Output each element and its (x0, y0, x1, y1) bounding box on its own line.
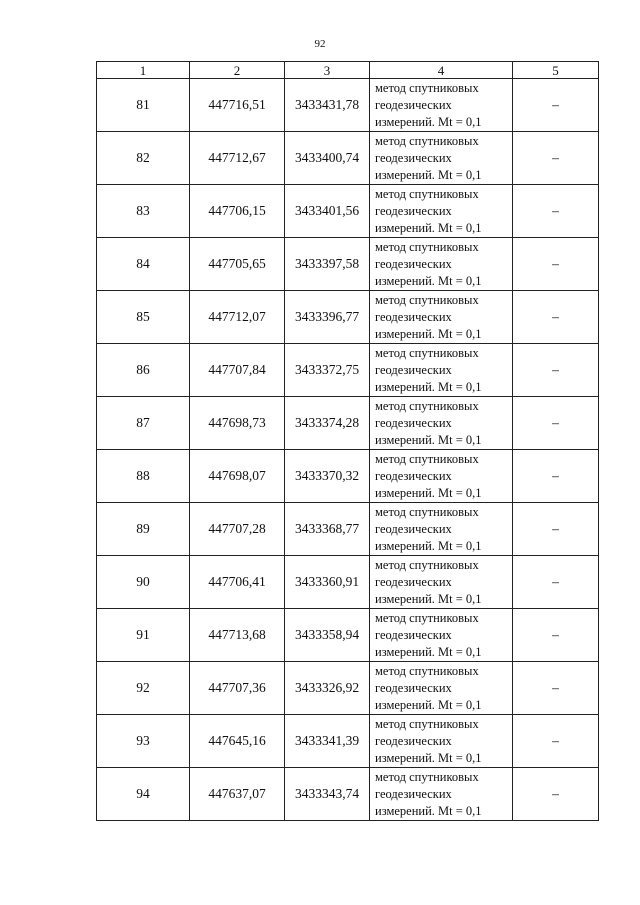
note-cell: – (513, 450, 599, 503)
method-text-line: измерений. Mt = 0,1 (375, 591, 482, 606)
coordinates-table (96, 61, 599, 821)
method-text-line: измерений. Mt = 0,1 (375, 220, 482, 235)
method-text-line: измерений. Mt = 0,1 (375, 644, 482, 659)
point-number-cell: 93 (97, 715, 190, 768)
method-text-line: метод спутниковых (375, 716, 479, 731)
method-text-line: геодезических (375, 203, 452, 218)
table-row (97, 185, 599, 238)
method-cell (370, 344, 513, 397)
method-text-line: метод спутниковых (375, 398, 479, 413)
coordinate-y-cell: 3433401,56 (285, 185, 370, 238)
method-text-line: геодезических (375, 574, 452, 589)
table-row (97, 768, 599, 821)
point-number-cell: 89 (97, 503, 190, 556)
coordinate-x-cell: 447707,28 (190, 503, 285, 556)
column-header-5: 5 (513, 62, 599, 79)
method-cell (370, 79, 513, 132)
method-text-line: геодезических (375, 97, 452, 112)
coordinate-y-cell: 3433372,75 (285, 344, 370, 397)
method-cell (370, 503, 513, 556)
table-row (97, 503, 599, 556)
point-number-cell: 88 (97, 450, 190, 503)
column-header-3: 3 (285, 62, 370, 79)
coordinate-x-cell: 447637,07 (190, 768, 285, 821)
point-number-cell: 91 (97, 609, 190, 662)
coordinate-y-cell: 3433397,58 (285, 238, 370, 291)
method-cell (370, 132, 513, 185)
method-text-line: геодезических (375, 786, 452, 801)
column-header-1: 1 (97, 62, 190, 79)
table-row (97, 291, 599, 344)
method-text-line: геодезических (375, 415, 452, 430)
method-text-line: измерений. Mt = 0,1 (375, 114, 482, 129)
coordinate-y-cell: 3433370,32 (285, 450, 370, 503)
table-row (97, 397, 599, 450)
table-row (97, 662, 599, 715)
note-cell: – (513, 556, 599, 609)
table-row (97, 344, 599, 397)
method-text-line: метод спутниковых (375, 663, 479, 678)
method-text-line: измерений. Mt = 0,1 (375, 750, 482, 765)
method-text-line: измерений. Mt = 0,1 (375, 326, 482, 341)
method-text-line: измерений. Mt = 0,1 (375, 273, 482, 288)
method-text-line: геодезических (375, 150, 452, 165)
table-header-row (97, 62, 599, 79)
coordinate-x-cell: 447707,84 (190, 344, 285, 397)
method-text-line: метод спутниковых (375, 186, 479, 201)
coordinate-x-cell: 447645,16 (190, 715, 285, 768)
method-text-line: геодезических (375, 362, 452, 377)
coordinate-x-cell: 447706,41 (190, 556, 285, 609)
coordinate-y-cell: 3433358,94 (285, 609, 370, 662)
coordinate-y-cell: 3433360,91 (285, 556, 370, 609)
note-cell: – (513, 79, 599, 132)
coordinate-x-cell: 447716,51 (190, 79, 285, 132)
method-text-line: метод спутниковых (375, 769, 479, 784)
method-cell (370, 556, 513, 609)
method-text-line: метод спутниковых (375, 292, 479, 307)
point-number-cell: 82 (97, 132, 190, 185)
table-row (97, 450, 599, 503)
coordinate-y-cell: 3433396,77 (285, 291, 370, 344)
table-row (97, 79, 599, 132)
table-body (97, 79, 599, 821)
coordinate-y-cell: 3433341,39 (285, 715, 370, 768)
note-cell: – (513, 609, 599, 662)
note-cell: – (513, 291, 599, 344)
note-cell: – (513, 132, 599, 185)
method-cell (370, 450, 513, 503)
coordinate-x-cell: 447707,36 (190, 662, 285, 715)
method-text-line: измерений. Mt = 0,1 (375, 538, 482, 553)
method-text-line: метод спутниковых (375, 239, 479, 254)
coordinate-y-cell: 3433400,74 (285, 132, 370, 185)
note-cell: – (513, 185, 599, 238)
point-number-cell: 87 (97, 397, 190, 450)
method-cell (370, 291, 513, 344)
coordinate-x-cell: 447712,07 (190, 291, 285, 344)
page-number: 92 (314, 38, 326, 50)
coordinate-x-cell: 447698,07 (190, 450, 285, 503)
method-cell (370, 662, 513, 715)
method-text-line: геодезических (375, 733, 452, 748)
coordinate-y-cell: 3433368,77 (285, 503, 370, 556)
method-text-line: измерений. Mt = 0,1 (375, 803, 482, 818)
table-row (97, 132, 599, 185)
coordinate-y-cell: 3433374,28 (285, 397, 370, 450)
method-text-line: измерений. Mt = 0,1 (375, 432, 482, 447)
table-row (97, 556, 599, 609)
method-cell (370, 397, 513, 450)
method-text-line: измерений. Mt = 0,1 (375, 167, 482, 182)
coordinate-y-cell: 3433326,92 (285, 662, 370, 715)
point-number-cell: 81 (97, 79, 190, 132)
method-text-line: измерений. Mt = 0,1 (375, 379, 482, 394)
method-text-line: геодезических (375, 256, 452, 271)
method-cell (370, 238, 513, 291)
method-cell (370, 185, 513, 238)
method-cell (370, 609, 513, 662)
method-text-line: геодезических (375, 468, 452, 483)
point-number-cell: 92 (97, 662, 190, 715)
coordinate-y-cell: 3433343,74 (285, 768, 370, 821)
method-text-line: измерений. Mt = 0,1 (375, 697, 482, 712)
coordinate-x-cell: 447698,73 (190, 397, 285, 450)
method-cell (370, 715, 513, 768)
coordinate-x-cell: 447705,65 (190, 238, 285, 291)
table-row (97, 609, 599, 662)
point-number-cell: 85 (97, 291, 190, 344)
point-number-cell: 84 (97, 238, 190, 291)
note-cell: – (513, 503, 599, 556)
point-number-cell: 94 (97, 768, 190, 821)
method-text-line: метод спутниковых (375, 610, 479, 625)
note-cell: – (513, 397, 599, 450)
note-cell: – (513, 768, 599, 821)
method-text-line: метод спутниковых (375, 451, 479, 466)
method-text-line: геодезических (375, 627, 452, 642)
coordinate-x-cell: 447712,67 (190, 132, 285, 185)
note-cell: – (513, 662, 599, 715)
method-text-line: геодезических (375, 521, 452, 536)
method-cell (370, 768, 513, 821)
table-row (97, 238, 599, 291)
coordinate-y-cell: 3433431,78 (285, 79, 370, 132)
coordinate-x-cell: 447713,68 (190, 609, 285, 662)
point-number-cell: 86 (97, 344, 190, 397)
note-cell: – (513, 715, 599, 768)
table-row (97, 715, 599, 768)
point-number-cell: 90 (97, 556, 190, 609)
column-header-4: 4 (370, 62, 513, 79)
note-cell: – (513, 344, 599, 397)
method-text-line: метод спутниковых (375, 557, 479, 572)
method-text-line: геодезических (375, 680, 452, 695)
note-cell: – (513, 238, 599, 291)
method-text-line: измерений. Mt = 0,1 (375, 485, 482, 500)
method-text-line: геодезических (375, 309, 452, 324)
column-header-2: 2 (190, 62, 285, 79)
point-number-cell: 83 (97, 185, 190, 238)
method-text-line: метод спутниковых (375, 345, 479, 360)
method-text-line: метод спутниковых (375, 133, 479, 148)
coordinate-x-cell: 447706,15 (190, 185, 285, 238)
method-text-line: метод спутниковых (375, 80, 479, 95)
method-text-line: метод спутниковых (375, 504, 479, 519)
